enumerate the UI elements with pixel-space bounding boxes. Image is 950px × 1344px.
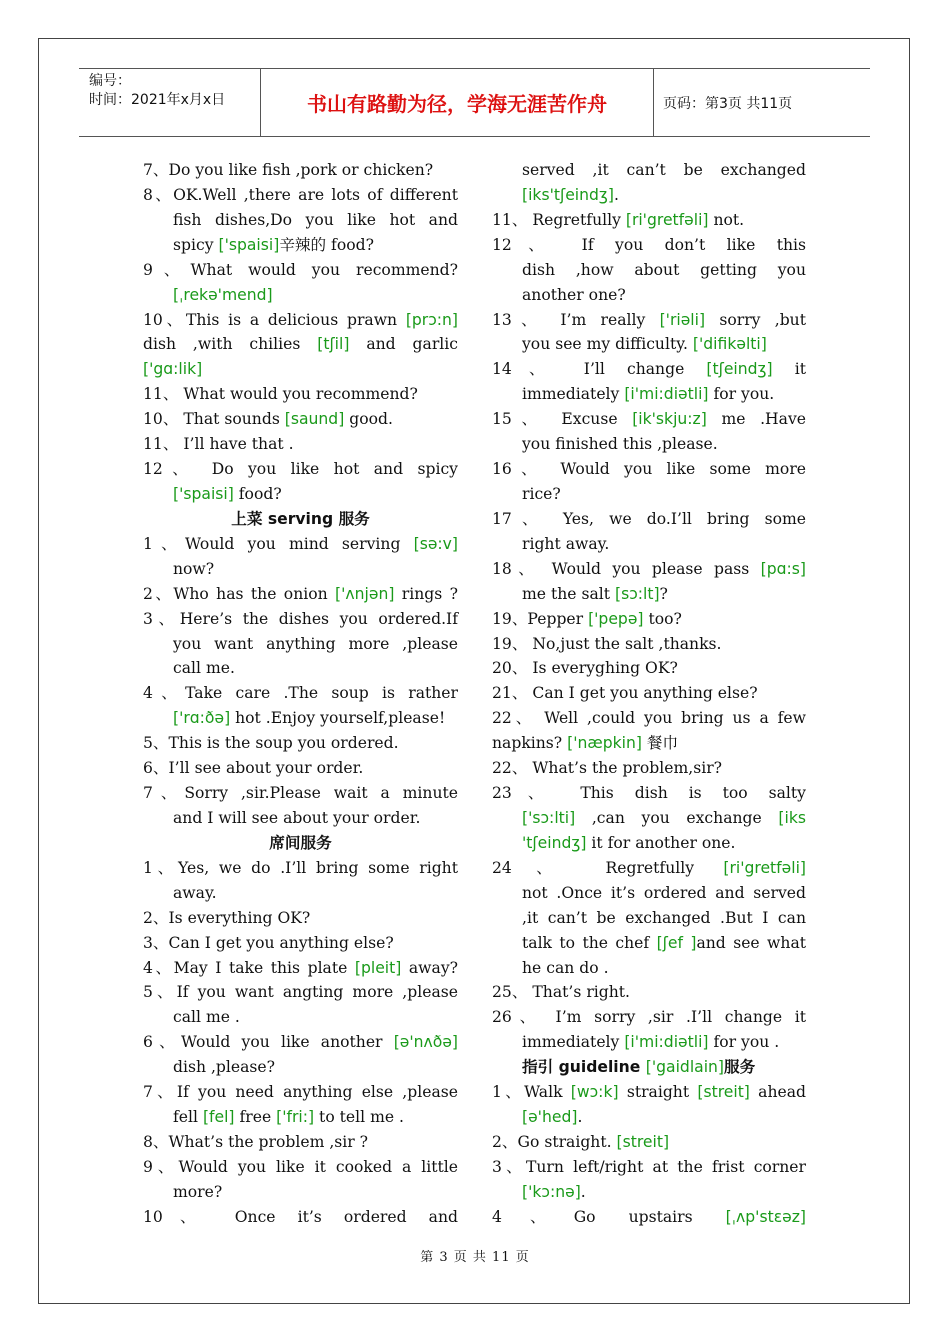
text-line — [143, 233, 458, 258]
text-line — [492, 1030, 806, 1055]
text-line: now? — [173, 559, 215, 578]
text-segment: fell — [173, 1108, 203, 1127]
text-line: 3、Turn left/right at the frist corner — [492, 1157, 806, 1176]
text-line: another one? — [522, 285, 626, 304]
text-line — [492, 607, 806, 632]
text-line — [143, 1030, 458, 1055]
text-segment: me the salt — [522, 584, 615, 603]
phonetic: [ə'nʌðə] — [393, 1033, 458, 1052]
text-line — [492, 1080, 806, 1105]
text-line: 5、This is the soup you ordered. — [143, 734, 399, 753]
text-line — [143, 357, 458, 382]
phonetic: ['difikəlti] — [692, 335, 767, 354]
phonetic: [iks — [778, 808, 806, 827]
phonetic: [pleit] — [354, 958, 402, 977]
phonetic: ['fri:] — [276, 1108, 315, 1127]
text-segment: 餐巾 — [641, 734, 679, 753]
text-line — [143, 831, 458, 856]
section-heading: 席间服务 — [269, 833, 332, 852]
text-line: served ,it can’t be exchanged — [522, 161, 806, 179]
text-line: 10、 Once it’s ordered and — [143, 1207, 458, 1226]
text-segment: 10、 That sounds — [143, 410, 285, 429]
phonetic: [sə:v] — [413, 534, 458, 553]
section-heading: 上菜 serving 服务 — [231, 509, 370, 528]
text-segment: hot .Enjoy yourself,please! — [230, 709, 446, 728]
page-label: 页码：第3页 共11页 — [663, 95, 793, 112]
phonetic: 'tʃeindʒ] — [522, 833, 587, 852]
text-segment: 19、Pepper — [492, 609, 589, 628]
phonetic: ['gɑ:lik] — [143, 360, 203, 379]
phonetic: [ˌrekə'mend] — [173, 285, 273, 304]
text-line — [492, 731, 806, 756]
text-line: call me . — [173, 1008, 240, 1027]
text-line — [492, 557, 806, 582]
text-line: dish ,please? — [173, 1058, 276, 1077]
text-segment: you see my difficulty. — [522, 335, 693, 354]
text-line: ,it can’t be exchanged .But I can — [522, 908, 806, 927]
text-segment: away? — [401, 958, 458, 977]
phonetic: [iks'tʃeindʒ] — [522, 185, 615, 204]
text-line: 3、Here’s the dishes you ordered.If — [143, 609, 458, 628]
phonetic: [i'mi:diətli] — [624, 385, 709, 404]
text-segment: to tell me . — [314, 1108, 405, 1127]
text-segment: too? — [643, 609, 682, 628]
header-meta — [79, 69, 261, 136]
text-line — [143, 407, 458, 432]
phonetic: [saund] — [284, 410, 345, 429]
phonetic: [ə'hed] — [522, 1108, 578, 1127]
phonetic: [ri'gretfəli] — [723, 858, 806, 877]
text-segment: rings ? — [394, 584, 458, 603]
text-segment: immediately — [522, 385, 625, 404]
text-line: 5、If you want angting more ,please — [143, 983, 458, 1002]
phonetic: ['kɔ:nə] — [522, 1182, 581, 1201]
text-line — [143, 332, 458, 357]
text-segment: me .Have — [706, 410, 806, 429]
text-segment: 24、 Regretfully — [492, 858, 724, 877]
text-segment: free — [234, 1108, 277, 1127]
text-line — [492, 1105, 806, 1130]
text-segment: spicy — [173, 235, 219, 254]
text-line: not .Once it’s ordered and served — [522, 883, 806, 902]
text-segment: for you. — [708, 385, 775, 404]
text-line: 7、Do you like fish ,pork or chicken? — [143, 161, 434, 179]
text-line: 8、OK.Well ,there are lots of different — [143, 185, 458, 204]
text-segment: food? — [233, 484, 282, 503]
phonetic: ['riəli] — [659, 310, 706, 329]
text-segment: napkins? — [492, 734, 568, 753]
phonetic: [sɔ:lt] — [614, 584, 660, 603]
text-segment: 4、Go upstairs — [492, 1207, 726, 1226]
text-line: 2、Is everything OK? — [143, 908, 311, 927]
phonetic: [ik'skju:z] — [632, 410, 707, 429]
text-line: 11、 I’ll have that . — [143, 435, 294, 454]
phonetic: ['spaisi] — [173, 484, 234, 503]
phonetic: ['rɑ:ðə] — [173, 709, 231, 728]
text-segment: straight — [618, 1083, 698, 1102]
text-line: 6、I’ll see about your order. — [143, 759, 364, 778]
text-line: 22、 What’s the problem,sir? — [492, 759, 723, 778]
phonetic: [ˌʌp'stɛəz] — [725, 1207, 806, 1226]
text-segment: good. — [344, 410, 393, 429]
text-segment: it — [772, 360, 806, 379]
left-column — [143, 158, 458, 1230]
text-line — [492, 806, 806, 831]
text-line: right away. — [522, 534, 610, 553]
text-segment: 11、 Regretfully — [492, 210, 626, 229]
text-line: 22、 Well ,could you bring us a few — [492, 709, 806, 728]
text-segment: . — [577, 1108, 583, 1127]
text-line: 7、Sorry ,sir.Please wait a minute — [143, 784, 458, 803]
phonetic: [prɔ:n] — [405, 310, 458, 329]
text-line: 26、 I’m sorry ,sir .I’ll change it — [492, 1008, 806, 1027]
text-line — [492, 382, 806, 407]
text-line: 23、 This dish is too salty — [492, 784, 806, 803]
text-line — [492, 332, 806, 357]
text-line: 21、 Can I get you anything else? — [492, 684, 758, 703]
text-line: and I will see about your order. — [173, 808, 421, 827]
phonetic: ['pepə] — [588, 609, 644, 628]
phonetic: [tʃil] — [317, 335, 350, 354]
phonetic: ['sɔ:lti] — [522, 808, 576, 827]
text-segment: 14、 I’ll change — [492, 360, 707, 379]
section-heading: 指引 guideline — [522, 1058, 646, 1077]
text-line — [143, 1105, 458, 1130]
text-line — [492, 1130, 806, 1155]
phonetic: ['næpkin] — [567, 734, 642, 753]
text-line: 9、What would you recommend? — [143, 260, 458, 279]
text-segment: 15、 Excuse — [492, 410, 633, 429]
text-line: 1、Yes, we do .I’ll bring some right — [143, 858, 458, 877]
text-segment: 1、Would you mind serving — [143, 534, 414, 553]
header-motto: 书山有路勤为径，学海无涯苦作舟 — [261, 69, 654, 136]
text-line: he can do . — [522, 958, 609, 977]
phonetic: [streit] — [697, 1083, 750, 1102]
text-line: 9、Would you like it cooked a little — [143, 1157, 458, 1176]
phonetic: [wɔ:k] — [570, 1083, 619, 1102]
text-segment: and see what — [696, 933, 807, 952]
text-segment: . — [580, 1182, 586, 1201]
text-line: rice? — [522, 484, 561, 503]
text-segment: 辛辣的 food? — [279, 235, 374, 254]
header-page — [663, 69, 870, 136]
text-segment: sorry ,but — [705, 310, 806, 329]
text-line — [492, 856, 806, 881]
text-segment: dish ,with chilies — [143, 335, 318, 354]
time-label: 时间：2021年x月x日 — [89, 92, 226, 108]
text-line: 12、 If you don’t like this — [492, 235, 806, 254]
text-line: more? — [173, 1182, 223, 1201]
phonetic: [ʃef ] — [656, 933, 697, 952]
text-line — [492, 308, 806, 333]
text-line — [492, 931, 806, 956]
phonetic: ['ʌnjən] — [335, 584, 395, 603]
text-line — [492, 1055, 806, 1080]
text-line — [492, 183, 806, 208]
text-line: 3、Can I get you anything else? — [143, 933, 394, 952]
text-line — [143, 308, 458, 333]
text-line: 12、 Do you like hot and spicy — [143, 460, 458, 479]
text-line: 17、 Yes, we do.I’ll bring some — [492, 509, 806, 528]
right-column — [492, 158, 806, 1230]
code-label: 编号： — [89, 73, 131, 89]
text-segment: ? — [659, 584, 668, 603]
phonetic: [fel] — [202, 1108, 235, 1127]
text-segment: 10、This is a delicious prawn — [143, 310, 406, 329]
section-heading: 服务 — [724, 1058, 756, 1077]
text-segment: 4、May I take this plate — [143, 958, 355, 977]
text-segment: . — [614, 185, 619, 204]
text-line — [143, 532, 458, 557]
text-line: 11、 What would you recommend? — [143, 385, 418, 404]
text-line — [143, 956, 458, 981]
text-line: you finished this ,please. — [522, 435, 718, 454]
text-segment: 13、 I’m really — [492, 310, 660, 329]
text-line — [143, 507, 458, 532]
text-line — [492, 407, 806, 432]
text-line: fish dishes,Do you like hot and — [173, 210, 458, 229]
text-line — [143, 706, 458, 731]
text-line: call me. — [173, 659, 235, 678]
text-line: 25、 That’s right. — [492, 983, 631, 1002]
text-segment: 18、 Would you please pass — [492, 559, 761, 578]
page-footer: 第 3 页 共 11 页 — [420, 1250, 530, 1265]
text-line: 16、 Would you like some more — [492, 460, 806, 479]
text-line: 20、 Is everyghing OK? — [492, 659, 678, 678]
text-line: 7、If you need anything else ,please — [143, 1083, 458, 1102]
text-line — [492, 357, 806, 382]
text-line: 4、Take care .The soup is rather — [143, 684, 458, 703]
text-line — [492, 1180, 806, 1205]
text-segment: 1、Walk — [492, 1083, 571, 1102]
text-segment: 6、Would you like another — [143, 1033, 394, 1052]
text-segment: talk to the chef — [522, 933, 657, 952]
phonetic: [streit] — [616, 1132, 670, 1151]
text-segment: and garlic — [349, 335, 458, 354]
text-segment: not. — [708, 210, 745, 229]
phonetic: [ri'gretfəli] — [625, 210, 709, 229]
text-line: you want anything more ,please — [173, 634, 458, 653]
text-line — [143, 482, 458, 507]
text-line — [143, 582, 458, 607]
text-line — [492, 208, 806, 233]
phonetic: [tʃeindʒ] — [706, 360, 773, 379]
phonetic: ['spaisi] — [218, 235, 280, 254]
phonetic: [pɑ:s] — [760, 559, 806, 578]
text-line — [492, 582, 806, 607]
text-line: 19、 No,just the salt ,thanks. — [492, 634, 722, 653]
header-table — [79, 68, 870, 137]
text-line: 8、What’s the problem ,sir ? — [143, 1132, 369, 1151]
text-segment: ahead — [749, 1083, 806, 1102]
phonetic: [i'mi:diətli] — [624, 1033, 709, 1052]
text-segment: 2、Go straight. — [492, 1132, 617, 1151]
text-line: away. — [173, 883, 217, 902]
text-line — [492, 831, 806, 856]
text-line — [143, 283, 458, 308]
text-segment: 2、Who has the onion — [143, 584, 336, 603]
text-segment: ,can you exchange — [575, 808, 779, 827]
text-line: dish ,how about getting you — [522, 260, 806, 279]
text-segment: for you . — [708, 1033, 780, 1052]
phonetic: ['gaidlain] — [645, 1058, 725, 1077]
text-segment: immediately — [522, 1033, 625, 1052]
text-line — [492, 1205, 806, 1230]
text-segment: it for another one. — [586, 833, 736, 852]
